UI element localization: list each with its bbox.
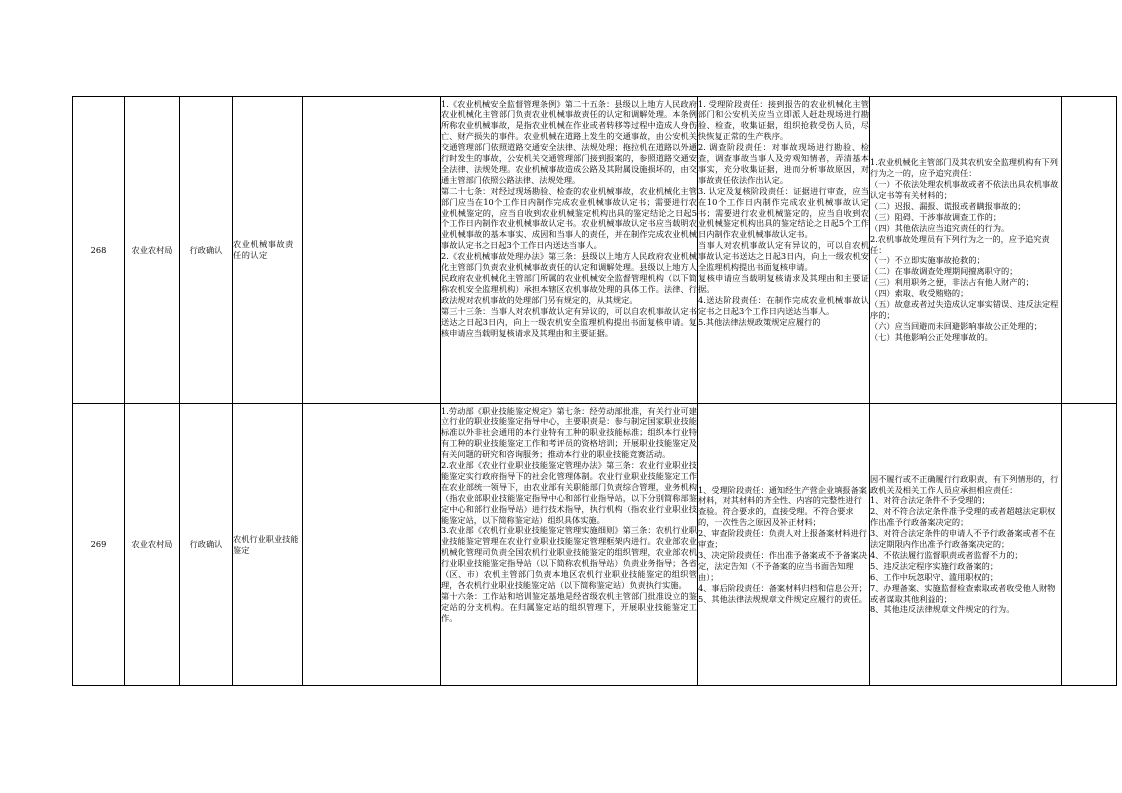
row-number: 269 (73, 404, 125, 686)
item-name-cell: 农业机械事故责任的认定 (233, 97, 303, 404)
sub-item-cell (303, 404, 441, 686)
duty-text: 1、受理阶段责任：通知经生产营企业填报备案材料，对其材料的齐全性、内容的完整性进行查验。符合要求的，直接受理。不符合要求的，一次性告之原因及补正材料； 2、审查阶段责任：负责人对上报备案材料进行审查； 3、决定阶段责任：作出准予备案或不予备案决定，法定告知（不予备案的应当书面告知理由）； 4、事后阶段责任：备案材料归档和信息公开； 5、其他法律法规规章文件规定应履行的责任。 (698, 484, 867, 604)
basis-text: 1.《农业机械安全监督管理条例》第二十五条：县级以上地方人民政府农业机械化主管部门负责农业机械事故责任的认定和调解处理。本条例所称农业机械事故，是指农业机械在作业或者转移等过程中造成人身伤亡、财产损失的事件。农业机械在道路上发生的交通事故，由公安机关交通管理部门依照道路交通安全法律、法规处理；拖拉机在道路以外通行时发生的事故，公安机关交通管理部门接到报案的，参照道路交通安全法律、法规处理。农业机械事故造成公路及其附属设施损坏的，由交通主管部门依照公路法律、法规处理。 第二十七条：对经过现场勘验、检查的农业机械事故，农业机械化主管部门应当在10个工作日内制作完成农业机械事故认定书；需要进行农业机械鉴定的，应当自收到农业机械鉴定机构出具的鉴定结论之日起5个工作日内制作农业机械事故认定书。农业机械事故认定书应当载明农业机械事故的基本事实、成因和当事人的责任，并在制作完成农业机械事故认定书之日起3个工作日内送达当事人。 2.《农业机械事故处理办法》第三条：县级以上地方人民政府农业机械化主管部门负责农业机械事故责任的认定和调解处理。县级以上地方人民政府农业机械化主管部门所属的农业机械安全监督管理机构（以下简称农机安全监理机构）承担本辖区农机事故处理的具体工作。法律、行政法规对农机事故的处理部门另有规定的，从其规定。 第三十三条：当事人对农机事故认定有异议的，可以自农机事故认定书送达之日起3日内，向上一级农机安全监理机构提出书面复核申请。复核申请应当载明复核请求及其理由和主要证据。 (441, 98, 697, 338)
table-row (73, 97, 1117, 404)
remark-cell (1062, 97, 1117, 404)
accountability-cell (870, 97, 1062, 404)
basis-cell (441, 97, 698, 404)
category-cell: 行政确认 (180, 97, 233, 404)
remark-cell (1062, 404, 1117, 686)
duty-cell (698, 97, 870, 404)
duty-cell (698, 404, 870, 686)
basis-cell (441, 404, 698, 686)
duty-text: 1. 受理阶段责任：接到报告的农业机械化主管部门和公安机关应当立即派人赶赴现场进行勘验、检查，收集证据，组织抢救受伤人员，尽快恢复正常的生产秩序。 2. 调查阶段责任：对事故现场进行勘验、检查，调查事故当事人及旁观知情者，弄清基本事实，充分收集证据，进而分析事故原因，对事故责任依法作出认定。 3. 认定及复核阶段责任：证据进行审查，应当在10个工作日内制作完成农业机械事故认定书；需要进行农业机械鉴定的，应当自收到农业机械鉴定机构出具的鉴定结论之日起5个工作日内制作农业机械事故认定书。 当事人对农机事故认定有异议的，可以自农机事故认定书送达之日起3日内，向上一级农机安全监理机构提出书面复核申请。 复核申请应当载明复核请求及其理由和主要证据。 4.送达阶段责任：在制作完成农业机械事故认定书之日起3个工作日内送达当事人。 5.其他法律法规政策规定应履行的 (698, 98, 869, 327)
accountability-text: 1.农业机械化主管部门及其农机安全监理机构有下列行为之一的，应予追究责任： （一）不依法处理农机事故或者不依法出具农机事故认定书等有关材料的； （二）迟报、漏报、谎报或者瞒报事故的； （三）阻碍、干涉事故调查工作的； （四）其他依法应当追究责任的行为。 2.农机事故处理员有下列行为之一的，应予追究责任： （一）不立即实施事故抢救的； （二）在事故调查处理期间擅离职守的； （三）利用职务之便，非法占有他人财产的； （四）索取、收受贿赂的； （五）故意或者过失造成认定事实错误、违反法定程序的； （六）应当回避而未回避影响事故公正处理的； （七）其他影响公正处理事故的。 (870, 157, 1059, 342)
basis-text: 1.劳动部《职业技能鉴定规定》第七条：经劳动部批准，有关行业可建立行业的职业技能鉴定指导中心，主要职责是：参与制定国家职业技能标准以外非社会通用的本行业特有工种的职业技能标准；组织本行业特有工种的职业技能鉴定工作和考评员的资格培训；开展职业技能鉴定及有关问题的研究和咨询服务；推动本行业的职业技能竞赛活动。 2.农业部《农业行业职业技能鉴定管理办法》第三条：农业行业职业技能鉴定实行政府指导下的社会化管理体制。农业行业职业技能鉴定工作在农业部统一领导下，由农业部有关职能部门负责综合管理，业务机构（指农业部职业技能鉴定指导中心和部行业指导站，以下分别简称部鉴定中心和部行业指导站）进行技术指导，执行机构（指农业行业职业技能鉴定站，以下简称鉴定站）组织具体实施。 3.农业部《农机行业职业技能鉴定管理实施细则》第三条：农机行业职业技能鉴定管理在农业行业职业技能鉴定管理框架内进行。农业部农业机械化管理司负责全国农机行业职业技能鉴定的组织管理，农业部农机行业职业技能鉴定指导站（以下简称农机指导站）负责业务指导；各省（区、市）农机主管部门负责本地区农机行业职业技能鉴定的组织管理，各农机行业职业技能鉴定站（以下简称鉴定站）负责执行实施。 第十六条：工作站和培训鉴定基地是经省级农机主管部门批准设立的鉴定站的分支机构。在归属鉴定站的组织管理下，开展职业技能鉴定工作。 (441, 405, 697, 623)
item-name-cell: 农机行业职业技能鉴定 (233, 404, 303, 686)
accountability-text: 因不履行或不正确履行行政职责，有下列情形的，行政机关及相关工作人员应承担相应责任： 1、对符合法定条件不予受理的； 2、对不符合法定条件准予受理的或者超越法定职权作出准予行政备案决定的； 3、对符合法定条件的申请人不予行政备案或者不在法定期限内作出准予行政备案决定的； 4、不依法履行监督职责或者监督不力的； 5、违反法定程序实施行政备案的； 6、工作中玩忽职守、滥用职权的； 7、办理备案、实施监督检查索取或者收受他人财物或者谋取其他利益的； 8、其他违反法律规章文件规定的行为。 (870, 473, 1059, 615)
power-list-table (72, 96, 1117, 686)
sub-item-cell (303, 97, 441, 404)
table-row (73, 404, 1117, 686)
category-cell: 行政确认 (180, 404, 233, 686)
department-cell: 农业农村局 (125, 97, 180, 404)
row-number: 268 (73, 97, 125, 404)
accountability-cell (870, 404, 1062, 686)
department-cell: 农业农村局 (125, 404, 180, 686)
